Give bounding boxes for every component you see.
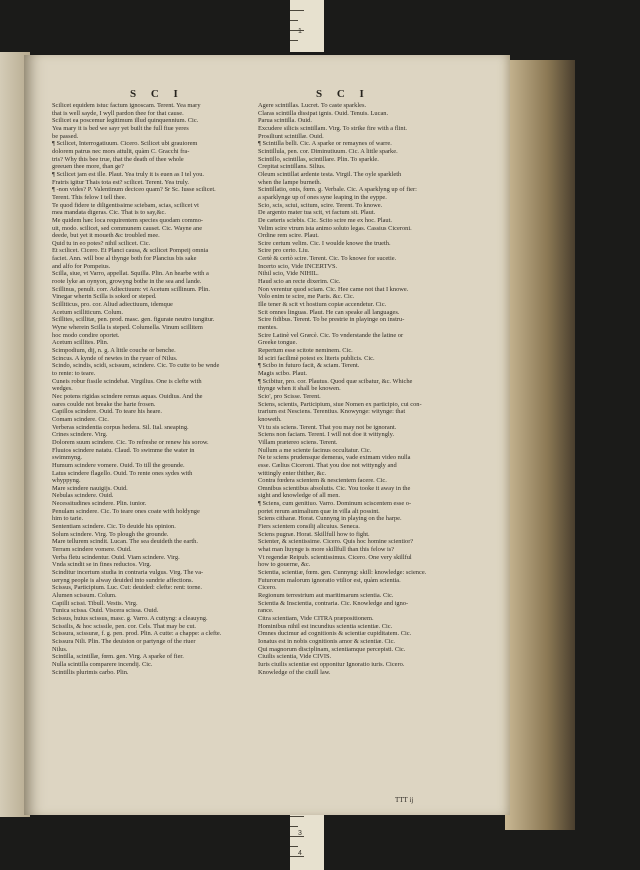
text-line: Parua scintilla. Ouid. bbox=[258, 117, 312, 125]
text-line: dolorem patrus nec mors attulit, quàm C. Gracchi fra- bbox=[52, 147, 190, 155]
text-line: Scintilla, scintillæ, fœm. gen. Virg. A sparke of fier. bbox=[52, 653, 184, 661]
text-line: to rente: to teare. bbox=[52, 369, 96, 377]
text-line: Velim scire vtrum ista animo soluto legas. Cassius Ciceroni. bbox=[258, 224, 412, 232]
text-line: Comam scindere. Cic. bbox=[52, 415, 109, 423]
text-line: wedges. bbox=[52, 385, 73, 393]
text-line: Crepitat scintillans. Silius. bbox=[258, 163, 326, 171]
text-line: Mare scindere nauigijs. Ouid. bbox=[52, 484, 128, 492]
text-line: Scilliticus, pro. cor. Aliud adiectiuum, idemque bbox=[52, 301, 173, 309]
text-line: Scintillo, scintillas, scintillare. Plin. To sparkle. bbox=[258, 155, 379, 163]
text-line: Scio, scis, sciui, scitum, scire. Terent. To knowe. bbox=[258, 201, 383, 209]
text-line: Fluuios scindere natatu. Claud. To swimme the water in bbox=[52, 446, 195, 454]
text-line: Nilus. bbox=[52, 645, 68, 653]
text-line: Solum scindere. Virg. To plough the grounde. bbox=[52, 530, 169, 538]
text-line: ¶ Scibitur, pro. cor. Plautus. Quod quæ scibatur, &c. Whiche bbox=[258, 377, 413, 385]
text-line: Scintillula, pen. cor. Diminutiuum. Cic. A little sparke. bbox=[258, 147, 398, 155]
text-line: wittingly enter thither, &c. bbox=[258, 469, 327, 477]
text-line: Acetum scillites. Plin. bbox=[52, 339, 109, 347]
text-line: deede, but yet it moueth &c troubled mee. bbox=[52, 232, 160, 240]
text-line: Nec potens rigidas scindere remus aquas. Ouidius. And the bbox=[52, 392, 203, 400]
text-line: Fiers scientem consilij alicuius. Seneca. bbox=[258, 523, 360, 531]
text-line: Nihil scio, Vide NIHIL. bbox=[258, 270, 319, 278]
text-line: ¶ Scilicet, Interrogatiuum. Cicero. Scilicet ubi grauiorem bbox=[52, 140, 198, 148]
text-line: Alumen scissum. Colum. bbox=[52, 592, 117, 599]
text-line: Scillinus, penult. corr. Adiectiuum: vt Acetum scillinum. Plin. bbox=[52, 285, 210, 293]
text-line: him to tarie. bbox=[52, 515, 84, 523]
text-line: Nullum a me sciente facinus occultatur. Cic. bbox=[258, 446, 372, 454]
ruler-tick bbox=[290, 10, 304, 11]
text-line: De cæteris sciebis. Cic. Scito scire me ex hoc. Plaut. bbox=[258, 216, 392, 224]
ruler-bottom bbox=[290, 808, 324, 870]
text-line: Futurorum malorum ignoratio vtilior est, quàm scientia. bbox=[258, 576, 401, 584]
text-line: mentes. bbox=[258, 324, 278, 332]
text-line: Penulam scindere. Cic. To teare ones coate with holdynge bbox=[52, 507, 200, 515]
text-line: Cicero. bbox=[258, 584, 277, 592]
ruler-number: 3 bbox=[298, 830, 302, 837]
text-line: ¶ Sciens, cum genitiuo. Varro. Dominum sciscentem esse o- bbox=[258, 500, 412, 508]
text-line: Tunica scissa. Ouid. Viscera scissa. Ouid. bbox=[52, 607, 159, 615]
text-line: knoweth. bbox=[258, 415, 282, 423]
text-line: Wyne wherein Scilla is steped. Columella. Vinum scillitem bbox=[52, 324, 203, 332]
text-line: Capilli scissi. Tibull. Vestis. Virg. bbox=[52, 599, 138, 607]
text-line: hoc modo condire oportet. bbox=[52, 331, 120, 339]
text-line: Prosiliunt scintillæ. Ouid. bbox=[258, 132, 324, 140]
text-line: Verba fletu scindentur. Ouid. Viam scindere. Virg. bbox=[52, 553, 180, 561]
text-line: Sciens pugnæ. Horat. Skillfull how to fight. bbox=[258, 530, 370, 538]
text-line: Yea mary it is bed we sayr yet built the full fiue yeres bbox=[52, 124, 189, 132]
text-line: Scit omnes linguas. Plaut. He can speake all languages. bbox=[258, 308, 400, 316]
text-line: Scire pro certo. Liu. bbox=[258, 247, 310, 255]
running-head-left: S C I bbox=[130, 88, 184, 100]
ruler-number: 1 bbox=[298, 28, 302, 35]
text-line: Agere scintillas. Lucret. To caste sparkles. bbox=[258, 102, 367, 109]
text-line: Nulla scintilla comparere incendij. Cic. bbox=[52, 660, 153, 668]
text-line: Scissus, huius scissus, masc. g. Varro. A cuttyng: a cleauyng. bbox=[52, 614, 208, 622]
text-line: Latus scindere flagello. Ouid. To rente ones sydes with bbox=[52, 469, 193, 477]
text-line: Scientia & Inscientia, contraria. Cic. Knowledge and igno- bbox=[258, 599, 409, 607]
text-line: Ille tener & scit vt hostium copiæ accendetur. Cic. bbox=[258, 301, 387, 309]
text-line: Scilla, siue, vt Varro, appellat. Squilla. Plin. An hearbe with a bbox=[52, 270, 209, 278]
text-line: Villam prætereo sciens. Terent. bbox=[258, 438, 338, 446]
text-line: Haud scio an recte dixerim. Cic. bbox=[258, 278, 341, 286]
text-line: rance. bbox=[258, 607, 274, 615]
text-line: Scintillis plurimis carbo. Plin. bbox=[52, 668, 129, 676]
text-line: Omnes ducimur ad cognitionis & scientiæ cupiditatem. Cic. bbox=[258, 630, 412, 638]
text-line: Citra scientiam, Vide CITRA præpositionem. bbox=[258, 614, 374, 622]
text-line: Omnibus scientibus absolutis. Cic. You tooke it away in the bbox=[258, 484, 411, 492]
ruler-tick bbox=[290, 846, 298, 847]
running-head-right: S C I bbox=[316, 88, 370, 100]
text-line: Scientia, scientiæ, fœm. gen. Cunnyng: skill: knowledge: science. bbox=[258, 569, 427, 577]
text-line: how to gouerne, &c. bbox=[258, 561, 311, 569]
text-line: when the lampe burneth. bbox=[258, 178, 322, 186]
text-line: tris? Why this bee true, that the death of thee whole bbox=[52, 155, 184, 163]
text-line: ¶ Scintilla belli. Cic. A sparke or remaynes of warre. bbox=[258, 140, 392, 148]
text-line: Scincus. A kynde of newtes in the ryuer of Nilus. bbox=[52, 354, 178, 362]
text-line: Capillos scindere. Ouid. To teare his heare. bbox=[52, 408, 162, 416]
text-line: Necessitudines scindere. Plin. iunior. bbox=[52, 500, 147, 508]
signature-mark: TTT ij bbox=[395, 796, 414, 804]
text-line: mea mandata digeras. Cic. That is to say,&c. bbox=[52, 209, 166, 217]
text-line: Sciens, scientis, Participium, siue Nomen ex participio, cui con- bbox=[258, 400, 422, 408]
text-line: Iuris ciuilis scientiæ est opponitur Ignoratio iuris. Cicero. bbox=[258, 660, 405, 668]
text-line: a sparklynge up of ones syne leaping in the eyppe. bbox=[258, 193, 387, 201]
text-line: Ne te sciens prudensque demeras, vade eximam video nulla bbox=[258, 454, 411, 462]
text-line: Fratris igitur Thais tota est? scilicet. Terent. Yea truly. bbox=[52, 178, 189, 186]
text-line: Scimpodium, dij, n. g. A little couche or benche. bbox=[52, 347, 176, 354]
text-line: Cuneis robur fissile scindebat. Virgilius. One is clefte with bbox=[52, 377, 202, 385]
text-line: Vt regendæ Reipub. scientissimus. Cicero. One very skillful bbox=[258, 553, 412, 561]
text-line: Scissilis, & hoc scissile, pen. cor. Cels. That may be cut. bbox=[52, 622, 197, 630]
text-line: Scindo, scindis, scidi, scissum, scindere. Cic. To cutte to be wnde bbox=[52, 362, 220, 370]
text-line: Claras scintilla dissipat ignis. Ouid. Tenuis. Lucan. bbox=[258, 109, 389, 117]
text-line: thynge when it shall be knowen. bbox=[258, 385, 341, 393]
text-line: Hominibus nihil est incundius scientia scientiæ. Cic. bbox=[258, 622, 393, 630]
text-line: be passed. bbox=[52, 132, 79, 140]
text-line: Scissura Nili. Plin. The deuiston or partynge of the riuer bbox=[52, 637, 196, 645]
text-line: Volo enim te scire, me Paris. &c. Cic. bbox=[258, 293, 355, 301]
text-line: Crines scindere. Virg. bbox=[52, 431, 108, 439]
text-line: Id sciri facilimè potest ex literis publicis. Cic. bbox=[258, 354, 375, 362]
text-line: Scilicet ea poscemur legitimum illud quinquennium. Cic. bbox=[52, 117, 199, 125]
text-line: Scire fidibus. Terent. To be prestrie in playinge on instru- bbox=[258, 316, 405, 324]
text-line: that is well sayde, I wyll pardon thee for that cause. bbox=[52, 109, 184, 117]
text-line: Oleum scintillat ardente testa. Virgil. The oyle sparkleth bbox=[258, 170, 402, 178]
text-line: Scienter, & scientissime. Cicero. Quis hoc homine scientior? bbox=[258, 538, 414, 546]
text-line: ¶ Scibo in futuro facit, & sciam. Terent. bbox=[258, 362, 360, 370]
text-line: Terram scindere vomere. Ouid. bbox=[52, 546, 132, 554]
text-line: ueryng people is alway deuided into sundrie affections. bbox=[52, 576, 194, 584]
text-line: Ordine rem scire. Plaut. bbox=[258, 232, 319, 240]
text-line: swimmyng. bbox=[52, 454, 83, 462]
ruler-tick bbox=[290, 826, 298, 827]
text-line: Scire Latinè vel Græcè. Cic. To vnderstande the latine or bbox=[258, 331, 404, 339]
text-line: Ciuilis scientia, Vide CIVIS. bbox=[258, 653, 332, 661]
text-line: Scissus, Participium. Luc. Cut: deuided: clefte: rent: torne. bbox=[52, 584, 202, 592]
text-line: Terent. This felow I tell thee. bbox=[52, 193, 127, 201]
text-line: Repertum esse scitote neminem. Cic. bbox=[258, 347, 353, 354]
text-line: roote lyke an oynyon, growyng bothe in the sea and lande. bbox=[52, 278, 202, 286]
text-line: Quid tu in eo potes? nihil scilicet. Cic. bbox=[52, 239, 151, 247]
text-line: Certè & certò scire. Terent. Cic. To knowe for sucetie. bbox=[258, 255, 397, 263]
text-line: Scillites, scillitæ, pen. prod. masc. gen. figurate neutro iungitur. bbox=[52, 316, 215, 324]
text-line: oares coulde not breake the harte frosen. bbox=[52, 400, 156, 408]
text-line: ¶ -non vides? P. Valentinum deciceo quam? Sr Sc. Iusse scilicet. bbox=[52, 186, 216, 194]
ruler-number: 4 bbox=[298, 850, 302, 857]
text-line: Incerto scio, Vide INCERTVS. bbox=[258, 262, 338, 270]
text-line: Sciens non faciam. Terent. I will not doe it wittyngly. bbox=[258, 431, 395, 439]
text-line: Et scilicet. Cicero. Et Planci causa, & scilicet Pompeij omnia bbox=[52, 247, 209, 255]
text-line: Vnda scindit se in fines reductos. Virg. bbox=[52, 561, 152, 569]
right-text-column bbox=[258, 102, 463, 676]
text-line: Dolorem suum scindere. Cic. To refreshe or renew his sorow. bbox=[52, 438, 209, 446]
text-line: Qui magnorum disciplinam, scientiamque percepisti. Cic. bbox=[258, 645, 406, 653]
text-line: Knowledge of the ciuill law. bbox=[258, 668, 331, 676]
text-line: Humum scindere vomere. Ouid. To till the grounde. bbox=[52, 461, 185, 469]
text-line: Vt tu sis sciens. Terent. That you may not be ignorant. bbox=[258, 423, 397, 431]
text-line: Sciens citharæ. Horat. Cunnyng in playing on the harpe. bbox=[258, 515, 402, 523]
text-line: Vinegar wherin Scilla is soked or steped. bbox=[52, 293, 157, 301]
text-line: Contra fœdera scientem & nescientem facere. Cic. bbox=[258, 477, 387, 485]
text-line: sight and knowledge of all men. bbox=[258, 492, 340, 500]
text-line: greeuen thee more, than ge? bbox=[52, 163, 124, 171]
text-line: whyppyng. bbox=[52, 477, 81, 485]
text-line: trarium est Nesciens. Terentius. Knowynge: witynge: that bbox=[258, 408, 406, 416]
text-line: uit, modo. scilicet, sed communem causet. Cic. Wayne ane bbox=[52, 224, 203, 232]
text-line: Acetum scilliticum. Colum. bbox=[52, 308, 123, 316]
text-line: Nebulas scindere. Ouid. bbox=[52, 492, 114, 500]
text-line: Me quidem hæc loca requirentem species quodam commo- bbox=[52, 216, 204, 224]
text-line: Scinditur incertum studia in contraria vulgus. Virg. The va- bbox=[52, 569, 204, 577]
left-text-column bbox=[52, 102, 262, 676]
text-line: Scissura, scissuræ, f. g. pen. prod. Plin. A cutte: a chappe: a clefte. bbox=[52, 630, 222, 638]
ruler-top bbox=[290, 0, 324, 52]
text-line: Regionum terrestrium aut maritimarum scientia. Cic. bbox=[258, 592, 394, 599]
ruler-tick bbox=[290, 20, 298, 21]
text-line: Scire certum velim. Cic. I woulde knowe the trueth. bbox=[258, 239, 391, 247]
text-line: Scilicet equidem istuc factum ignoscam. Terent. Yea mary bbox=[52, 102, 201, 109]
text-line: portet rerum animalium quæ in villa alt possint. bbox=[258, 507, 380, 515]
text-line: and alfo for Pompeius. bbox=[52, 262, 111, 270]
text-line: ¶ Scilicet jam est ille. Plaut. Yea truly it is euen as I tel you. bbox=[52, 170, 204, 178]
text-line: Magis scibo. Plaut. bbox=[258, 369, 307, 377]
text-line: Excudere silicis scintillam. Virg. To strike fire with a flint. bbox=[258, 124, 407, 132]
book-page-edges bbox=[505, 60, 575, 830]
text-line: faciet. Ann. will boe al thynge both for Plancius bis sake bbox=[52, 255, 197, 263]
text-line: Greeke tongue. bbox=[258, 339, 298, 347]
text-line: what man liuynge is more skillfull than this felow is? bbox=[258, 546, 395, 554]
text-line: Scintillatio, onis, fœm. g. Verbale. Cic. A sparklyng up of fier: bbox=[258, 186, 417, 194]
text-line: Non verentur quod sciam. Cic. Hee came not that I knowe. bbox=[258, 285, 409, 293]
text-line: Te quod fidere te diligentissime sciebam, scias, scilicet vt bbox=[52, 201, 199, 209]
text-line: Mare tellurem scindit. Lucan. The sea deuideth the earth. bbox=[52, 538, 198, 546]
text-line: De argento mater tua scit, vt factum sit. Plaut. bbox=[258, 209, 376, 217]
text-line: esse. Cælius Ciceroni. That you doe not wittyngly and bbox=[258, 461, 397, 469]
text-line: Ionatus est in nobis cognitionis amor & scientiæ. Cic. bbox=[258, 637, 396, 645]
text-line: Sententiam scindere. Cic. To deuide his opinion. bbox=[52, 523, 176, 531]
text-line: Scio', pro Scisse. Terent. bbox=[258, 392, 321, 400]
text-line: Verberas scindentia corpus hedera. Sil. Ital. sneaping. bbox=[52, 423, 189, 431]
ruler-tick bbox=[290, 40, 298, 41]
